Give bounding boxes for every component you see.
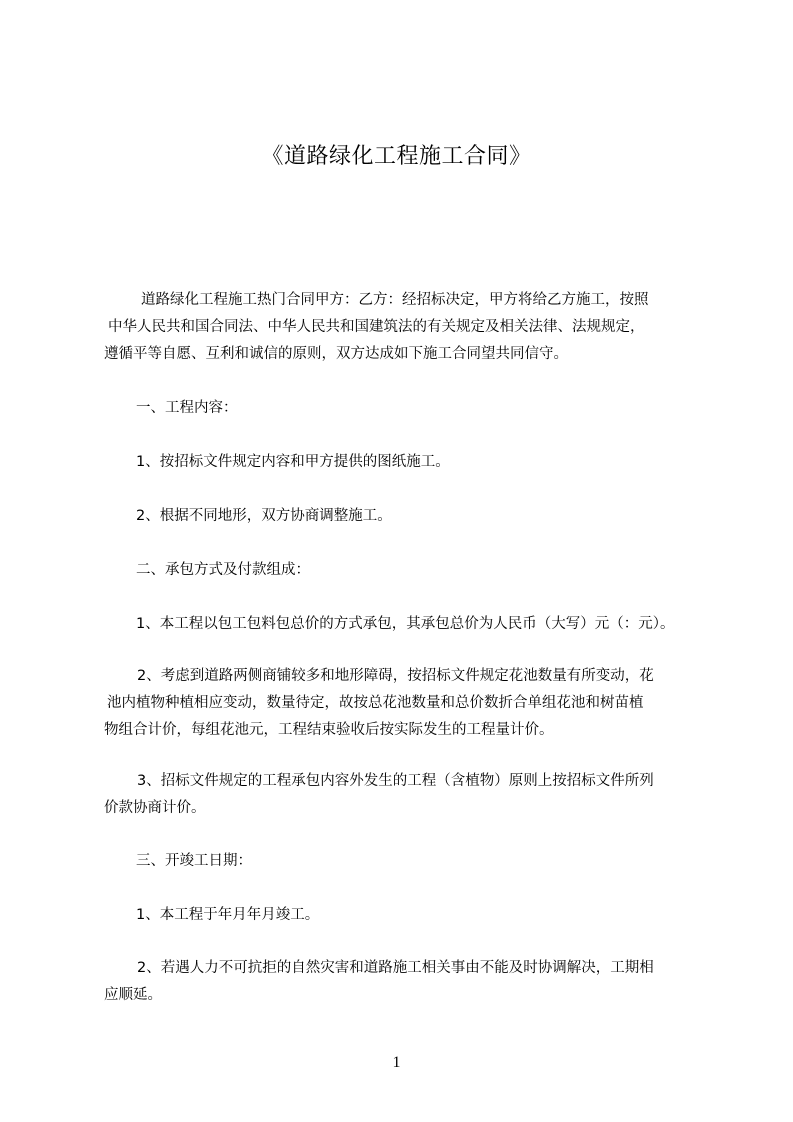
paragraph-line: 道路绿化工程施工热门合同甲方：乙方：经招标决定，甲方将给乙方施工，按照 <box>141 292 649 308</box>
paragraph-line: 应顺延。 <box>104 987 162 1003</box>
paragraph-line: 2、考虑到道路两侧商铺较多和地形障碍，按招标文件规定花池数量有所变动，花 <box>137 668 654 684</box>
section-heading-1 <box>136 395 238 422</box>
paragraph-line: 3、招标文件规定的工程承包内容外发生的工程（含植物）原则上按招标文件所列 <box>137 773 654 789</box>
section-heading-2 <box>136 557 310 584</box>
paragraph-line: 1、本工程于年月年月竣工。 <box>136 907 320 923</box>
section-heading-3 <box>136 848 252 875</box>
paragraph-2-1 <box>136 611 674 638</box>
paragraph-1-1 <box>136 449 450 476</box>
document-title: 《道路绿化工程施工合同》 <box>261 144 532 169</box>
heading-text: 三、开竣工日期： <box>136 853 252 869</box>
paragraph-line: 遵循平等自愿、互利和诚信的原则，双方达成如下施工合同望共同信守。 <box>104 346 568 362</box>
page-number: 1 <box>392 1054 401 1071</box>
paragraph-3-1 <box>136 902 319 929</box>
paragraph-line: 中华人民共和国合同法、中华人民共和国建筑法的有关规定及相关法律、法规规定， <box>108 319 645 335</box>
paragraph-2-2 <box>104 663 654 744</box>
paragraph-line: 物组合计价，每组花池元，工程结束验收后按实际发生的工程量计价。 <box>104 722 554 738</box>
paragraph-line: 2、若遇人力不可抗拒的自然灾害和道路施工相关事由不能及时协调解决，工期相 <box>137 960 654 976</box>
paragraph-line: 价款协商计价。 <box>104 800 206 816</box>
paragraph-3-2 <box>104 955 654 1009</box>
heading-text: 一、工程内容： <box>136 400 238 416</box>
paragraph-line: 池内植物种植相应变动，数量待定，故按总花池数量和总价数折合单组花池和树苗植 <box>107 695 644 711</box>
heading-text: 二、承包方式及付款组成： <box>136 562 310 578</box>
paragraph-line: 2、根据不同地形，双方协商调整施工。 <box>136 508 392 524</box>
paragraph-2-3 <box>104 768 654 822</box>
paragraph-1-2 <box>136 503 392 530</box>
paragraph-intro <box>104 287 649 368</box>
paragraph-line: 1、按招标文件规定内容和甲方提供的图纸施工。 <box>136 454 450 470</box>
paragraph-line: 1、本工程以包工包料包总价的方式承包，其承包总价为人民币（大写）元（：元）。 <box>136 616 675 632</box>
